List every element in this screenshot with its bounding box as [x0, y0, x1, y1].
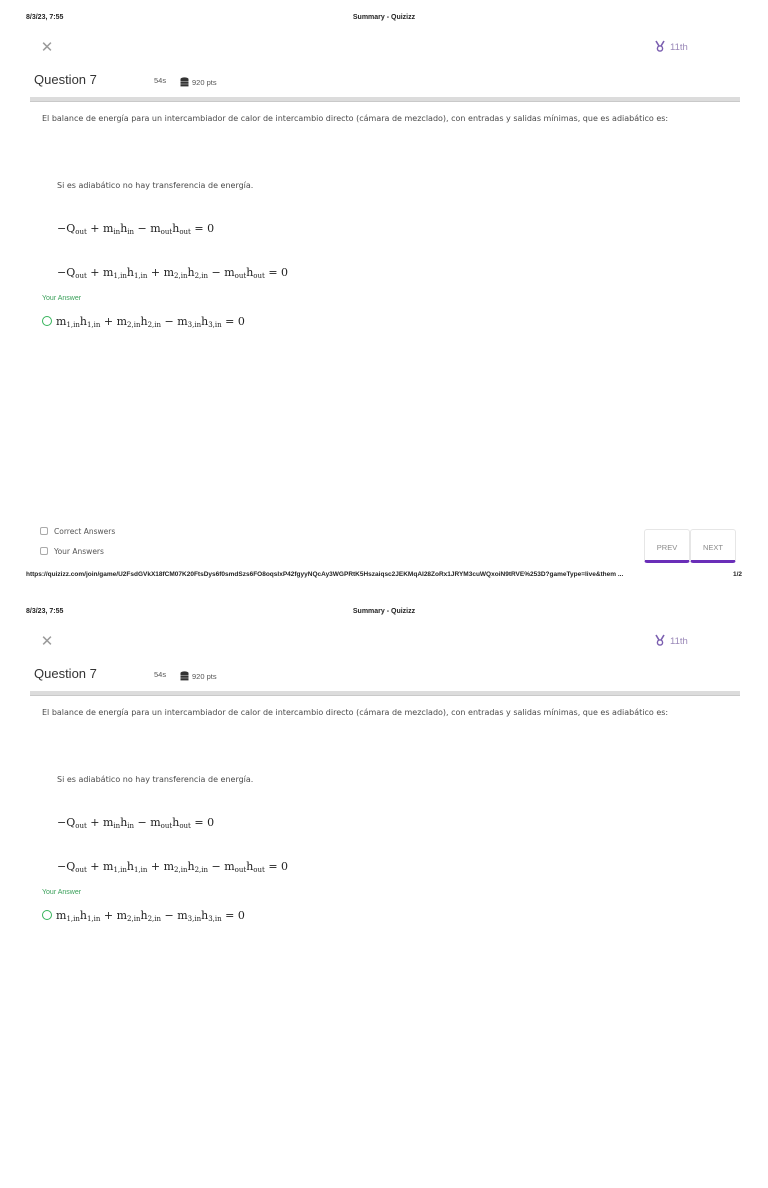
- print-page-number: 1/2: [732, 571, 742, 578]
- legend-correct[interactable]: [40, 526, 115, 546]
- legend-yours[interactable]: [40, 546, 115, 566]
- question-header: [34, 72, 738, 94]
- checkbox-icon: [40, 527, 48, 535]
- close-icon[interactable]: ✕: [40, 38, 54, 56]
- question-text: El balance de energía para un intercambiador de calor de intercambio directo (cámara de mezclado), con entradas y salidas mínimas, que es adiabático es:: [42, 708, 669, 717]
- question-title: Question 7: [34, 72, 97, 87]
- question-divider: [30, 691, 740, 696]
- print-footer: [26, 571, 742, 581]
- question-text: El balance de energía para un intercambiador de calor de intercambio directo (cámara de mezclado), con entradas y salidas mínimas, que es adiabático es:: [42, 114, 669, 123]
- option-2-equation: $-Q_{out} + m_{in}h_{in} - m_{out}h_{out} = 0$: [57, 222, 215, 236]
- checkbox-icon: [40, 547, 48, 555]
- points-label: 920 pts: [192, 672, 217, 681]
- print-header: [26, 14, 742, 24]
- next-button[interactable]: NEXT: [690, 529, 736, 563]
- rank-medal-icon: [654, 634, 666, 646]
- rank-label: 11th: [670, 42, 688, 53]
- option-3-equation: $-Q_{out} + m_{1,in}h_{1,in} + m_{2,in}h_{2,in} - m_{out}h_{out} = 0$: [57, 860, 289, 874]
- rank-indicator: [654, 634, 688, 647]
- rank-indicator: [654, 40, 688, 53]
- answer-legend: [40, 526, 115, 566]
- option-1: Si es adiabático no hay transferencia de energía.: [57, 181, 254, 190]
- question-title: Question 7: [34, 666, 97, 681]
- answer-equation: $m_{1,in}h_{1,in} + m_{2,in}h_{2,in} - m_{3,in}h_{3,in} = 0$: [56, 909, 245, 923]
- your-answer-option: [42, 904, 245, 923]
- option-3-equation: $-Q_{out} + m_{1,in}h_{1,in} + m_{2,in}h_{2,in} - m_{out}h_{out} = 0$: [57, 266, 289, 280]
- question-header: [34, 666, 738, 688]
- option-1: Si es adiabático no hay transferencia de energía.: [57, 775, 254, 784]
- question-time: 54s: [154, 76, 167, 85]
- question-points: [179, 670, 217, 681]
- print-title: Summary - Quizizz: [352, 14, 416, 21]
- points-label: 920 pts: [192, 78, 217, 87]
- prev-button[interactable]: PREV: [644, 529, 690, 563]
- circle-icon: [42, 910, 52, 920]
- question-time: 54s: [154, 670, 167, 679]
- question-points: [179, 76, 217, 87]
- your-answer-option: [42, 310, 245, 329]
- circle-icon: [42, 316, 52, 326]
- close-icon[interactable]: ✕: [40, 632, 54, 650]
- option-2-equation: $-Q_{out} + m_{in}h_{in} - m_{out}h_{out} = 0$: [57, 816, 215, 830]
- legend-yours-label: Your Answers: [54, 547, 104, 556]
- print-header: [26, 608, 742, 618]
- your-answer-label: Your Answer: [42, 889, 82, 896]
- rank-label: 11th: [670, 636, 688, 647]
- question-divider: [30, 97, 740, 102]
- print-url: https://quizizz.com/join/game/U2FsdGVkX18fCM07K20FtsDys6f0smdSzs6FO8oqsIxP42fgyyNQcAy3WGPRtK5Hszaiqsc2JEKMqAI28ZoRx1JRYM3cuWQxoiN9tRVE%253D?gameType=live&them ...: [26, 571, 624, 578]
- your-answer-label: Your Answer: [42, 295, 82, 302]
- coins-icon: [179, 670, 190, 681]
- print-date: 8/3/23, 7:55: [26, 14, 64, 21]
- print-page-2: [0, 594, 768, 1188]
- answer-equation: $m_{1,in}h_{1,in} + m_{2,in}h_{2,in} - m_{3,in}h_{3,in} = 0$: [56, 315, 245, 329]
- coins-icon: [179, 76, 190, 87]
- legend-correct-label: Correct Answers: [54, 527, 116, 536]
- print-title: Summary - Quizizz: [352, 608, 416, 615]
- rank-medal-icon: [654, 40, 666, 52]
- print-date: 8/3/23, 7:55: [26, 608, 64, 615]
